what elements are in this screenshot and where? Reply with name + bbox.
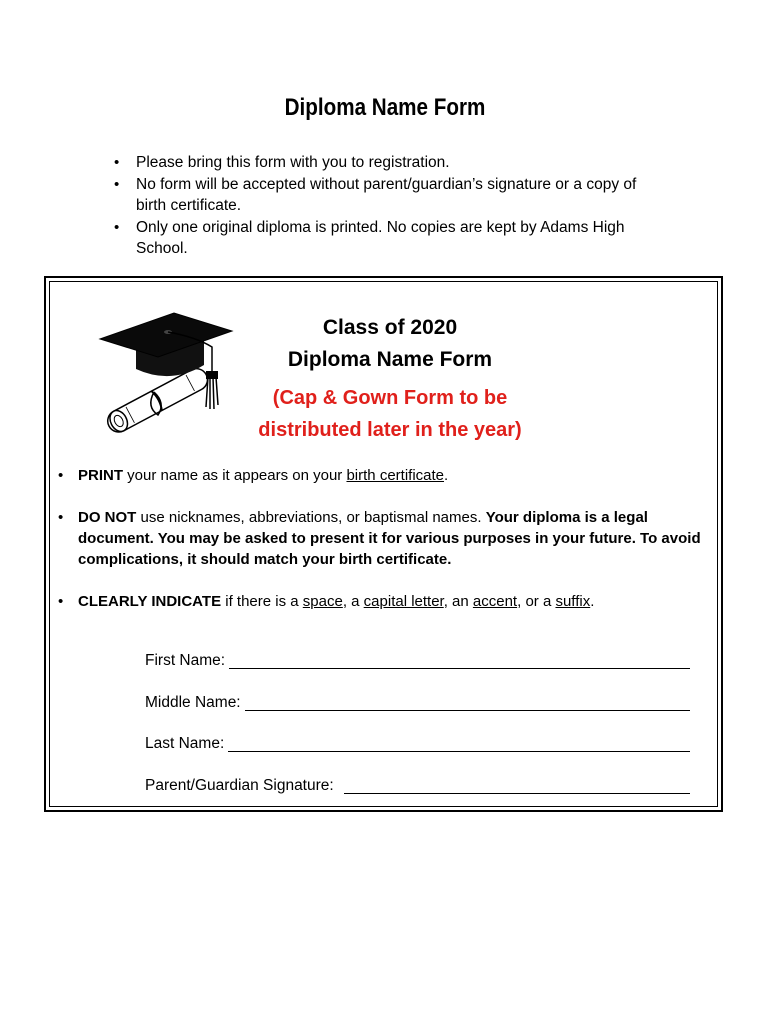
last-name-field[interactable] [228, 735, 690, 752]
rule-text: use nicknames, abbreviations, or baptismal names. [136, 509, 486, 526]
name-fields [145, 652, 690, 818]
list-item [50, 465, 720, 486]
list-item [50, 507, 720, 570]
rule-underlined: space [302, 593, 343, 610]
last-name-label: Last Name: [145, 735, 225, 752]
list-item: • Please bring this form with you to registration. [110, 152, 670, 174]
middle-name-field[interactable] [245, 694, 690, 711]
rule-text: . [590, 593, 595, 610]
rule-text: , or a [517, 593, 556, 610]
form-box-inner [49, 281, 718, 807]
first-name-row [145, 652, 690, 694]
last-name-row [145, 735, 690, 777]
list-item: • No form will be accepted without parent/guardian’s signature or a copy of birth certificate. [110, 174, 670, 217]
rule-text: , an [443, 593, 473, 610]
cap-note-line-1: (Cap & Gown Form to be [272, 387, 508, 409]
cap-gown-note [210, 382, 570, 446]
rule-keyword: CLEARLY INDICATE [78, 593, 222, 610]
first-name-field[interactable] [229, 652, 690, 669]
signature-field[interactable] [344, 777, 690, 794]
first-name-label: First Name: [145, 652, 226, 669]
rule-text: , a [342, 593, 364, 610]
rule-text: . [444, 467, 449, 484]
list-item [50, 591, 720, 612]
rules-list [50, 465, 720, 633]
rule-underlined: capital letter [363, 593, 444, 610]
page-title: Diploma Name Form [284, 94, 486, 121]
class-year: Class of 2020 [322, 316, 458, 339]
list-item: • Only one original diploma is printed. No copies are kept by Adams High School. [110, 217, 670, 260]
rule-underlined: birth certificate [346, 467, 445, 484]
rule-emphasis: Your diploma is a legal document. You may be asked to present it for various purposes in your future. To avoid complications, it should match your birth certificate. [78, 509, 701, 568]
cap-note-line-2: distributed later in the year) [258, 419, 522, 441]
rule-text: your name as it appears on your [123, 467, 347, 484]
class-heading [250, 312, 530, 376]
middle-name-label: Middle Name: [145, 693, 241, 711]
form-subtitle: Diploma Name Form [287, 348, 493, 371]
form-box [44, 276, 723, 812]
instructions-list [110, 152, 670, 260]
rule-underlined: suffix [555, 593, 591, 610]
middle-name-row [145, 694, 690, 736]
rule-text: if there is a [221, 593, 303, 610]
rule-keyword: PRINT [78, 467, 123, 484]
rule-keyword: DO NOT [78, 509, 137, 526]
signature-row [145, 777, 690, 819]
rule-underlined: accent [472, 593, 518, 610]
signature-label: Parent/Guardian Signature: [145, 776, 334, 794]
